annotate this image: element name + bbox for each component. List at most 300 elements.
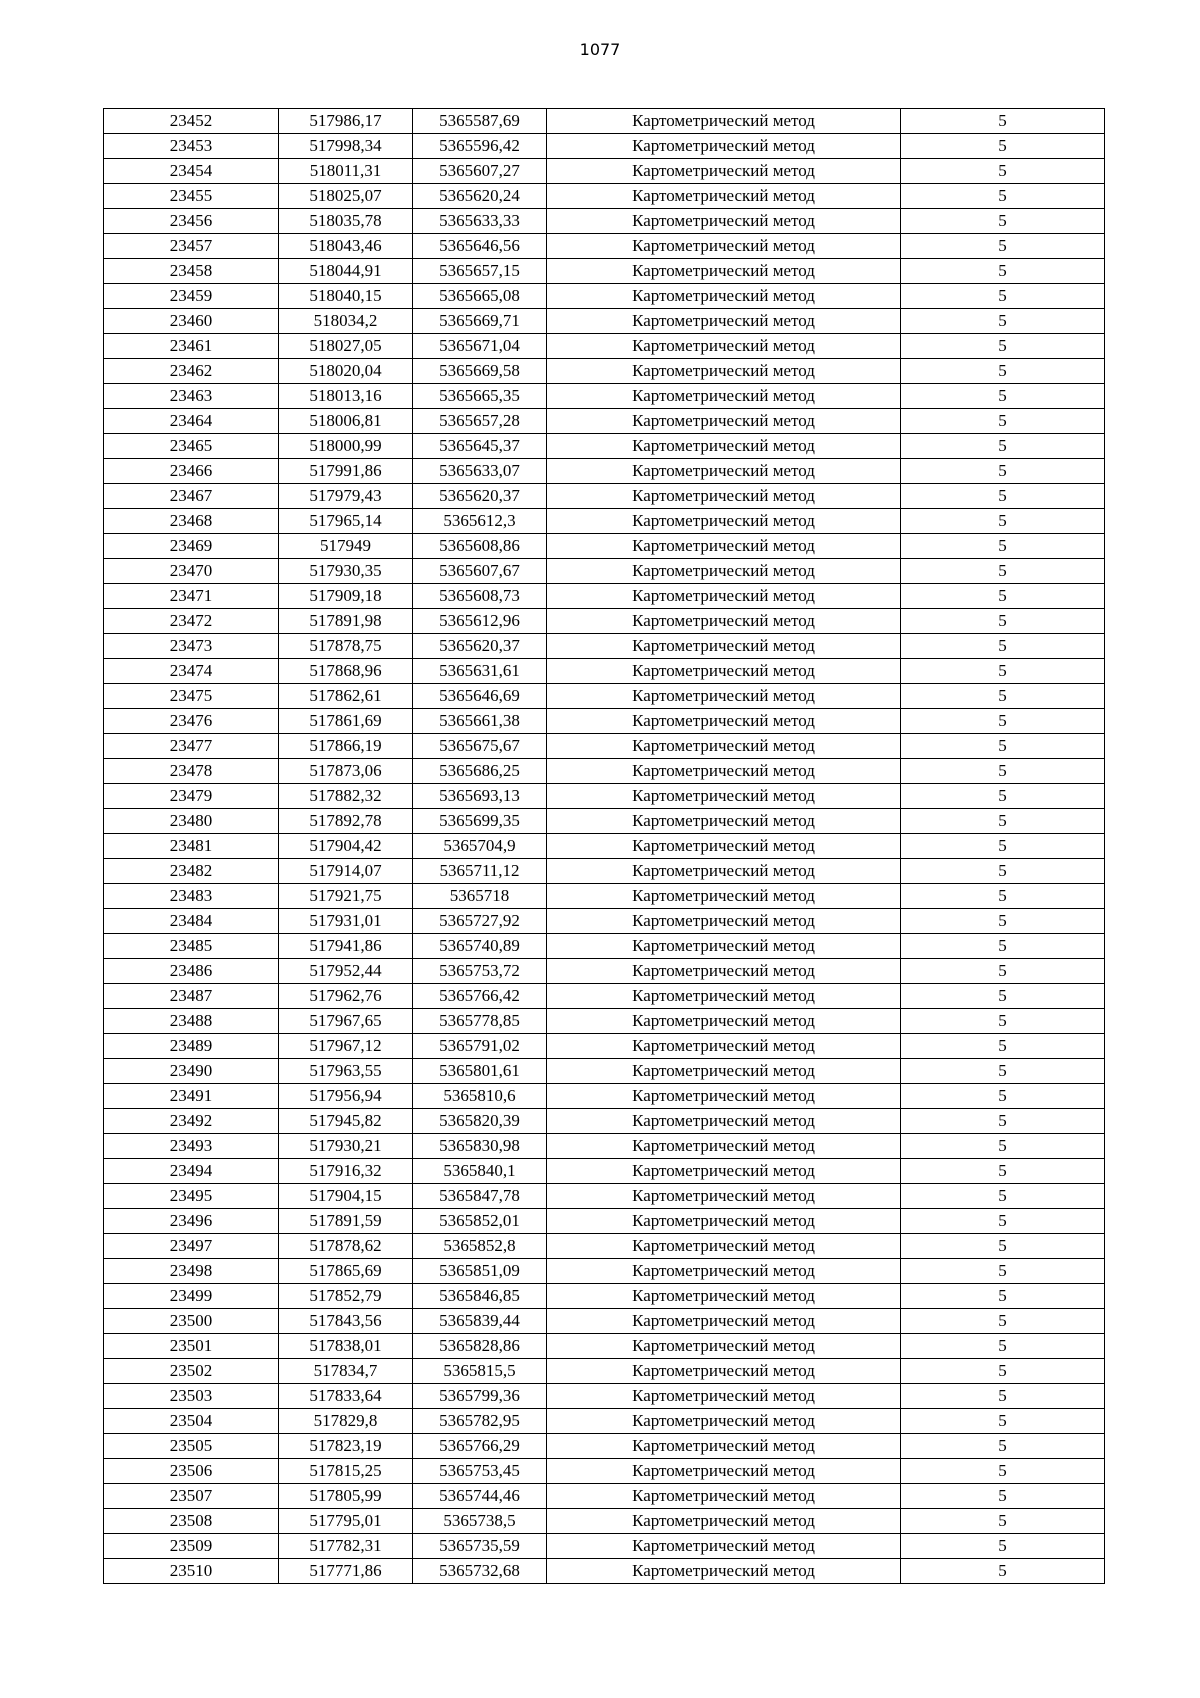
table-row <box>104 409 1105 434</box>
x-coordinate-cell: 517834,7 <box>279 1359 413 1384</box>
table-row <box>104 1459 1105 1484</box>
accuracy-cell: 5 <box>901 359 1105 384</box>
point-number-cell: 23475 <box>104 684 279 709</box>
accuracy-cell: 5 <box>901 1484 1105 1509</box>
y-coordinate-cell: 5365799,36 <box>413 1384 547 1409</box>
x-coordinate-cell: 517878,62 <box>279 1234 413 1259</box>
accuracy-cell: 5 <box>901 1059 1105 1084</box>
method-cell: Картометрический метод <box>547 859 901 884</box>
point-number-cell: 23478 <box>104 759 279 784</box>
method-cell: Картометрический метод <box>547 1334 901 1359</box>
point-number-cell: 23491 <box>104 1084 279 1109</box>
table-row <box>104 109 1105 134</box>
accuracy-cell: 5 <box>901 1134 1105 1159</box>
table-row <box>104 484 1105 509</box>
method-cell: Картометрический метод <box>547 634 901 659</box>
accuracy-cell: 5 <box>901 884 1105 909</box>
y-coordinate-cell: 5365727,92 <box>413 909 547 934</box>
table-row <box>104 509 1105 534</box>
accuracy-cell: 5 <box>901 1334 1105 1359</box>
y-coordinate-cell: 5365669,58 <box>413 359 547 384</box>
method-cell: Картометрический метод <box>547 1209 901 1234</box>
point-number-cell: 23487 <box>104 984 279 1009</box>
x-coordinate-cell: 517866,19 <box>279 734 413 759</box>
point-number-cell: 23504 <box>104 1409 279 1434</box>
method-cell: Картометрический метод <box>547 1159 901 1184</box>
accuracy-cell: 5 <box>901 834 1105 859</box>
y-coordinate-cell: 5365732,68 <box>413 1559 547 1584</box>
method-cell: Картометрический метод <box>547 1434 901 1459</box>
accuracy-cell: 5 <box>901 1409 1105 1434</box>
y-coordinate-cell: 5365851,09 <box>413 1259 547 1284</box>
point-number-cell: 23470 <box>104 559 279 584</box>
method-cell: Картометрический метод <box>547 609 901 634</box>
x-coordinate-cell: 517914,07 <box>279 859 413 884</box>
y-coordinate-cell: 5365828,86 <box>413 1334 547 1359</box>
method-cell: Картометрический метод <box>547 384 901 409</box>
table-row <box>104 584 1105 609</box>
accuracy-cell: 5 <box>901 1234 1105 1259</box>
table-row <box>104 284 1105 309</box>
method-cell: Картометрический метод <box>547 1484 901 1509</box>
method-cell: Картометрический метод <box>547 984 901 1009</box>
x-coordinate-cell: 518035,78 <box>279 209 413 234</box>
table-row <box>104 384 1105 409</box>
table-row <box>104 134 1105 159</box>
table-row <box>104 1209 1105 1234</box>
x-coordinate-cell: 517931,01 <box>279 909 413 934</box>
accuracy-cell: 5 <box>901 734 1105 759</box>
method-cell: Картометрический метод <box>547 1534 901 1559</box>
method-cell: Картометрический метод <box>547 909 901 934</box>
point-number-cell: 23452 <box>104 109 279 134</box>
y-coordinate-cell: 5365766,29 <box>413 1434 547 1459</box>
method-cell: Картометрический метод <box>547 284 901 309</box>
accuracy-cell: 5 <box>901 684 1105 709</box>
point-number-cell: 23492 <box>104 1109 279 1134</box>
y-coordinate-cell: 5365791,02 <box>413 1034 547 1059</box>
point-number-cell: 23457 <box>104 234 279 259</box>
method-cell: Картометрический метод <box>547 359 901 384</box>
point-number-cell: 23464 <box>104 409 279 434</box>
point-number-cell: 23502 <box>104 1359 279 1384</box>
method-cell: Картометрический метод <box>547 809 901 834</box>
method-cell: Картометрический метод <box>547 1409 901 1434</box>
table-row <box>104 1084 1105 1109</box>
method-cell: Картометрический метод <box>547 959 901 984</box>
y-coordinate-cell: 5365587,69 <box>413 109 547 134</box>
x-coordinate-cell: 518000,99 <box>279 434 413 459</box>
table-row <box>104 434 1105 459</box>
method-cell: Картометрический метод <box>547 784 901 809</box>
accuracy-cell: 5 <box>901 1459 1105 1484</box>
method-cell: Картометрический метод <box>547 709 901 734</box>
table-row <box>104 359 1105 384</box>
point-number-cell: 23484 <box>104 909 279 934</box>
y-coordinate-cell: 5365633,07 <box>413 459 547 484</box>
x-coordinate-cell: 518025,07 <box>279 184 413 209</box>
point-number-cell: 23483 <box>104 884 279 909</box>
x-coordinate-cell: 517829,8 <box>279 1409 413 1434</box>
accuracy-cell: 5 <box>901 934 1105 959</box>
method-cell: Картометрический метод <box>547 159 901 184</box>
table-row <box>104 709 1105 734</box>
page-number: 1077 <box>579 40 621 59</box>
point-number-cell: 23474 <box>104 659 279 684</box>
method-cell: Картометрический метод <box>547 684 901 709</box>
accuracy-cell: 5 <box>901 709 1105 734</box>
point-number-cell: 23498 <box>104 1259 279 1284</box>
accuracy-cell: 5 <box>901 1209 1105 1234</box>
x-coordinate-cell: 518027,05 <box>279 334 413 359</box>
method-cell: Картометрический метод <box>547 1009 901 1034</box>
accuracy-cell: 5 <box>901 1309 1105 1334</box>
point-number-cell: 23510 <box>104 1559 279 1584</box>
method-cell: Картометрический метод <box>547 1284 901 1309</box>
accuracy-cell: 5 <box>901 1009 1105 1034</box>
accuracy-cell: 5 <box>901 334 1105 359</box>
method-cell: Картометрический метод <box>547 884 901 909</box>
y-coordinate-cell: 5365596,42 <box>413 134 547 159</box>
point-number-cell: 23468 <box>104 509 279 534</box>
method-cell: Картометрический метод <box>547 1259 901 1284</box>
x-coordinate-cell: 517930,21 <box>279 1134 413 1159</box>
x-coordinate-cell: 517909,18 <box>279 584 413 609</box>
y-coordinate-cell: 5365852,01 <box>413 1209 547 1234</box>
coordinates-table <box>103 108 1105 1584</box>
x-coordinate-cell: 517795,01 <box>279 1509 413 1534</box>
y-coordinate-cell: 5365846,85 <box>413 1284 547 1309</box>
y-coordinate-cell: 5365766,42 <box>413 984 547 1009</box>
point-number-cell: 23463 <box>104 384 279 409</box>
accuracy-cell: 5 <box>901 134 1105 159</box>
point-number-cell: 23480 <box>104 809 279 834</box>
point-number-cell: 23482 <box>104 859 279 884</box>
x-coordinate-cell: 517979,43 <box>279 484 413 509</box>
table-row <box>104 784 1105 809</box>
accuracy-cell: 5 <box>901 1184 1105 1209</box>
table-row <box>104 559 1105 584</box>
accuracy-cell: 5 <box>901 959 1105 984</box>
x-coordinate-cell: 517815,25 <box>279 1459 413 1484</box>
y-coordinate-cell: 5365665,08 <box>413 284 547 309</box>
accuracy-cell: 5 <box>901 759 1105 784</box>
y-coordinate-cell: 5365704,9 <box>413 834 547 859</box>
accuracy-cell: 5 <box>901 559 1105 584</box>
table-row <box>104 1484 1105 1509</box>
method-cell: Картометрический метод <box>547 1559 901 1584</box>
accuracy-cell: 5 <box>901 184 1105 209</box>
x-coordinate-cell: 517771,86 <box>279 1559 413 1584</box>
y-coordinate-cell: 5365740,89 <box>413 934 547 959</box>
method-cell: Картометрический метод <box>547 1034 901 1059</box>
accuracy-cell: 5 <box>901 1109 1105 1134</box>
point-number-cell: 23473 <box>104 634 279 659</box>
x-coordinate-cell: 518043,46 <box>279 234 413 259</box>
x-coordinate-cell: 517838,01 <box>279 1334 413 1359</box>
table-row <box>104 759 1105 784</box>
accuracy-cell: 5 <box>901 1259 1105 1284</box>
x-coordinate-cell: 518020,04 <box>279 359 413 384</box>
accuracy-cell: 5 <box>901 1509 1105 1534</box>
accuracy-cell: 5 <box>901 784 1105 809</box>
y-coordinate-cell: 5365744,46 <box>413 1484 547 1509</box>
y-coordinate-cell: 5365661,38 <box>413 709 547 734</box>
y-coordinate-cell: 5365810,6 <box>413 1084 547 1109</box>
y-coordinate-cell: 5365839,44 <box>413 1309 547 1334</box>
y-coordinate-cell: 5365735,59 <box>413 1534 547 1559</box>
table-row <box>104 859 1105 884</box>
x-coordinate-cell: 517904,42 <box>279 834 413 859</box>
table-row <box>104 1409 1105 1434</box>
y-coordinate-cell: 5365820,39 <box>413 1109 547 1134</box>
x-coordinate-cell: 517930,35 <box>279 559 413 584</box>
y-coordinate-cell: 5365608,73 <box>413 584 547 609</box>
table-row <box>104 1534 1105 1559</box>
table-row <box>104 634 1105 659</box>
x-coordinate-cell: 517852,79 <box>279 1284 413 1309</box>
x-coordinate-cell: 517862,61 <box>279 684 413 709</box>
point-number-cell: 23455 <box>104 184 279 209</box>
method-cell: Картометрический метод <box>547 734 901 759</box>
point-number-cell: 23485 <box>104 934 279 959</box>
point-number-cell: 23493 <box>104 1134 279 1159</box>
method-cell: Картометрический метод <box>547 1509 901 1534</box>
accuracy-cell: 5 <box>901 234 1105 259</box>
table-row <box>104 1384 1105 1409</box>
method-cell: Картометрический метод <box>547 309 901 334</box>
table-row <box>104 884 1105 909</box>
point-number-cell: 23486 <box>104 959 279 984</box>
method-cell: Картометрический метод <box>547 1084 901 1109</box>
accuracy-cell: 5 <box>901 984 1105 1009</box>
x-coordinate-cell: 517998,34 <box>279 134 413 159</box>
point-number-cell: 23476 <box>104 709 279 734</box>
method-cell: Картометрический метод <box>547 1134 901 1159</box>
y-coordinate-cell: 5365631,61 <box>413 659 547 684</box>
point-number-cell: 23472 <box>104 609 279 634</box>
point-number-cell: 23458 <box>104 259 279 284</box>
point-number-cell: 23500 <box>104 1309 279 1334</box>
method-cell: Картометрический метод <box>547 1184 901 1209</box>
table-row <box>104 1359 1105 1384</box>
table-row <box>104 1134 1105 1159</box>
y-coordinate-cell: 5365840,1 <box>413 1159 547 1184</box>
accuracy-cell: 5 <box>901 1534 1105 1559</box>
x-coordinate-cell: 517865,69 <box>279 1259 413 1284</box>
y-coordinate-cell: 5365657,15 <box>413 259 547 284</box>
y-coordinate-cell: 5365620,37 <box>413 484 547 509</box>
table-row <box>104 834 1105 859</box>
x-coordinate-cell: 517956,94 <box>279 1084 413 1109</box>
point-number-cell: 23466 <box>104 459 279 484</box>
y-coordinate-cell: 5365778,85 <box>413 1009 547 1034</box>
table-row <box>104 1009 1105 1034</box>
x-coordinate-cell: 517941,86 <box>279 934 413 959</box>
x-coordinate-cell: 517965,14 <box>279 509 413 534</box>
y-coordinate-cell: 5365801,61 <box>413 1059 547 1084</box>
accuracy-cell: 5 <box>901 1384 1105 1409</box>
point-number-cell: 23477 <box>104 734 279 759</box>
accuracy-cell: 5 <box>901 1559 1105 1584</box>
method-cell: Картометрический метод <box>547 134 901 159</box>
y-coordinate-cell: 5365607,27 <box>413 159 547 184</box>
accuracy-cell: 5 <box>901 384 1105 409</box>
point-number-cell: 23495 <box>104 1184 279 1209</box>
accuracy-cell: 5 <box>901 409 1105 434</box>
method-cell: Картометрический метод <box>547 234 901 259</box>
y-coordinate-cell: 5365738,5 <box>413 1509 547 1534</box>
point-number-cell: 23467 <box>104 484 279 509</box>
y-coordinate-cell: 5365671,04 <box>413 334 547 359</box>
point-number-cell: 23462 <box>104 359 279 384</box>
x-coordinate-cell: 518011,31 <box>279 159 413 184</box>
accuracy-cell: 5 <box>901 634 1105 659</box>
method-cell: Картометрический метод <box>547 1359 901 1384</box>
x-coordinate-cell: 517949 <box>279 534 413 559</box>
x-coordinate-cell: 517967,12 <box>279 1034 413 1059</box>
table-row <box>104 1184 1105 1209</box>
y-coordinate-cell: 5365815,5 <box>413 1359 547 1384</box>
accuracy-cell: 5 <box>901 159 1105 184</box>
accuracy-cell: 5 <box>901 809 1105 834</box>
y-coordinate-cell: 5365675,67 <box>413 734 547 759</box>
point-number-cell: 23459 <box>104 284 279 309</box>
point-number-cell: 23508 <box>104 1509 279 1534</box>
point-number-cell: 23488 <box>104 1009 279 1034</box>
x-coordinate-cell: 517882,32 <box>279 784 413 809</box>
point-number-cell: 23499 <box>104 1284 279 1309</box>
accuracy-cell: 5 <box>901 1034 1105 1059</box>
y-coordinate-cell: 5365645,37 <box>413 434 547 459</box>
table-row <box>104 1334 1105 1359</box>
x-coordinate-cell: 517891,59 <box>279 1209 413 1234</box>
y-coordinate-cell: 5365718 <box>413 884 547 909</box>
y-coordinate-cell: 5365612,3 <box>413 509 547 534</box>
accuracy-cell: 5 <box>901 284 1105 309</box>
y-coordinate-cell: 5365612,96 <box>413 609 547 634</box>
x-coordinate-cell: 517861,69 <box>279 709 413 734</box>
accuracy-cell: 5 <box>901 109 1105 134</box>
table-row <box>104 209 1105 234</box>
table-row <box>104 1234 1105 1259</box>
point-number-cell: 23505 <box>104 1434 279 1459</box>
x-coordinate-cell: 518013,16 <box>279 384 413 409</box>
table-row <box>104 334 1105 359</box>
table-row <box>104 1509 1105 1534</box>
accuracy-cell: 5 <box>901 1434 1105 1459</box>
y-coordinate-cell: 5365782,95 <box>413 1409 547 1434</box>
point-number-cell: 23460 <box>104 309 279 334</box>
y-coordinate-cell: 5365620,37 <box>413 634 547 659</box>
accuracy-cell: 5 <box>901 584 1105 609</box>
point-number-cell: 23481 <box>104 834 279 859</box>
point-number-cell: 23497 <box>104 1234 279 1259</box>
accuracy-cell: 5 <box>901 659 1105 684</box>
x-coordinate-cell: 517833,64 <box>279 1384 413 1409</box>
method-cell: Картометрический метод <box>547 484 901 509</box>
table-row <box>104 534 1105 559</box>
y-coordinate-cell: 5365607,67 <box>413 559 547 584</box>
method-cell: Картометрический метод <box>547 1059 901 1084</box>
point-number-cell: 23469 <box>104 534 279 559</box>
x-coordinate-cell: 517823,19 <box>279 1434 413 1459</box>
y-coordinate-cell: 5365633,33 <box>413 209 547 234</box>
accuracy-cell: 5 <box>901 859 1105 884</box>
accuracy-cell: 5 <box>901 434 1105 459</box>
method-cell: Картометрический метод <box>547 534 901 559</box>
point-number-cell: 23465 <box>104 434 279 459</box>
x-coordinate-cell: 518044,91 <box>279 259 413 284</box>
y-coordinate-cell: 5365620,24 <box>413 184 547 209</box>
point-number-cell: 23507 <box>104 1484 279 1509</box>
y-coordinate-cell: 5365711,12 <box>413 859 547 884</box>
y-coordinate-cell: 5365665,35 <box>413 384 547 409</box>
accuracy-cell: 5 <box>901 534 1105 559</box>
accuracy-cell: 5 <box>901 484 1105 509</box>
y-coordinate-cell: 5365646,69 <box>413 684 547 709</box>
x-coordinate-cell: 517868,96 <box>279 659 413 684</box>
x-coordinate-cell: 517916,32 <box>279 1159 413 1184</box>
point-number-cell: 23479 <box>104 784 279 809</box>
x-coordinate-cell: 518034,2 <box>279 309 413 334</box>
method-cell: Картометрический метод <box>547 559 901 584</box>
point-number-cell: 23453 <box>104 134 279 159</box>
y-coordinate-cell: 5365669,71 <box>413 309 547 334</box>
x-coordinate-cell: 517921,75 <box>279 884 413 909</box>
x-coordinate-cell: 518006,81 <box>279 409 413 434</box>
method-cell: Картометрический метод <box>547 184 901 209</box>
table-row <box>104 1559 1105 1584</box>
table-row <box>104 1034 1105 1059</box>
method-cell: Картометрический метод <box>547 409 901 434</box>
table-row <box>104 184 1105 209</box>
point-number-cell: 23501 <box>104 1334 279 1359</box>
x-coordinate-cell: 517986,17 <box>279 109 413 134</box>
table-row <box>104 159 1105 184</box>
table-row <box>104 234 1105 259</box>
table-row <box>104 1309 1105 1334</box>
y-coordinate-cell: 5365608,86 <box>413 534 547 559</box>
x-coordinate-cell: 517967,65 <box>279 1009 413 1034</box>
x-coordinate-cell: 517904,15 <box>279 1184 413 1209</box>
table-row <box>104 984 1105 1009</box>
accuracy-cell: 5 <box>901 1359 1105 1384</box>
table-row <box>104 309 1105 334</box>
accuracy-cell: 5 <box>901 1284 1105 1309</box>
y-coordinate-cell: 5365753,45 <box>413 1459 547 1484</box>
method-cell: Картометрический метод <box>547 209 901 234</box>
x-coordinate-cell: 517952,44 <box>279 959 413 984</box>
table-row <box>104 684 1105 709</box>
table-row <box>104 459 1105 484</box>
method-cell: Картометрический метод <box>547 834 901 859</box>
point-number-cell: 23454 <box>104 159 279 184</box>
method-cell: Картометрический метод <box>547 509 901 534</box>
x-coordinate-cell: 517805,99 <box>279 1484 413 1509</box>
point-number-cell: 23506 <box>104 1459 279 1484</box>
x-coordinate-cell: 517782,31 <box>279 1534 413 1559</box>
table-row <box>104 1259 1105 1284</box>
method-cell: Картометрический метод <box>547 659 901 684</box>
method-cell: Картометрический метод <box>547 1234 901 1259</box>
x-coordinate-cell: 518040,15 <box>279 284 413 309</box>
table-row <box>104 609 1105 634</box>
y-coordinate-cell: 5365830,98 <box>413 1134 547 1159</box>
point-number-cell: 23489 <box>104 1034 279 1059</box>
coordinates-table-body <box>104 109 1105 1584</box>
accuracy-cell: 5 <box>901 1084 1105 1109</box>
